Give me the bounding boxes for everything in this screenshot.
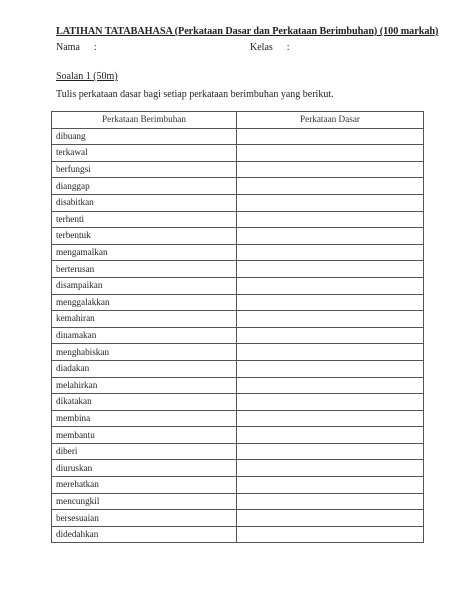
table-row — [52, 261, 424, 278]
answer-cell[interactable] — [237, 261, 424, 278]
word-cell: menggalakkan — [52, 294, 237, 311]
answer-cell[interactable] — [237, 161, 424, 178]
word-cell: diadakan — [52, 360, 237, 377]
class-colon: : — [286, 42, 290, 53]
word-cell: berterusan — [52, 261, 237, 278]
word-cell: dibuang — [52, 128, 237, 145]
word-cell: dikatakan — [52, 394, 237, 411]
answer-cell[interactable] — [237, 178, 424, 195]
word-cell: mengamalkan — [52, 244, 237, 261]
word-table — [51, 111, 424, 543]
instruction-text: Tulis perkataan dasar bagi setiap perkataan berimbuhan yang berikut. — [56, 89, 334, 100]
word-cell: merehatkan — [52, 477, 237, 494]
table-row — [52, 228, 424, 245]
table-row — [52, 327, 424, 344]
name-label: Nama — [56, 42, 80, 53]
answer-cell[interactable] — [237, 128, 424, 145]
answer-cell[interactable] — [237, 443, 424, 460]
answer-cell[interactable] — [237, 311, 424, 328]
table-header-row — [52, 112, 424, 129]
answer-cell[interactable] — [237, 277, 424, 294]
word-cell: terbentuk — [52, 228, 237, 245]
header-berimbuhan: Perkataan Berimbuhan — [52, 112, 237, 129]
header-dasar: Perkataan Dasar — [237, 112, 424, 129]
table-row — [52, 460, 424, 477]
answer-cell[interactable] — [237, 145, 424, 162]
word-cell: membina — [52, 410, 237, 427]
table-row — [52, 510, 424, 527]
word-cell: membantu — [52, 427, 237, 444]
answer-cell[interactable] — [237, 294, 424, 311]
word-cell: kemahiran — [52, 311, 237, 328]
word-cell: melahirkan — [52, 377, 237, 394]
table-row — [52, 427, 424, 444]
table-row — [52, 128, 424, 145]
table-row — [52, 194, 424, 211]
table-row — [52, 294, 424, 311]
word-cell: menghabiskan — [52, 344, 237, 361]
class-label: Kelas — [250, 42, 273, 53]
word-cell: mencungkil — [52, 493, 237, 510]
word-cell: didedahkan — [52, 526, 237, 543]
table-row — [52, 178, 424, 195]
name-colon: : — [93, 42, 97, 53]
word-cell: disabitkan — [52, 194, 237, 211]
answer-cell[interactable] — [237, 477, 424, 494]
table-row — [52, 244, 424, 261]
word-cell: dinamakan — [52, 327, 237, 344]
table-row — [52, 394, 424, 411]
answer-cell[interactable] — [237, 460, 424, 477]
answer-cell[interactable] — [237, 493, 424, 510]
table-row — [52, 211, 424, 228]
document-title: LATIHAN TATABAHASA (Perkataan Dasar dan Perkataan Berimbuhan) (100 markah) — [56, 26, 439, 37]
table-row — [52, 344, 424, 361]
name-field — [56, 42, 97, 53]
answer-cell[interactable] — [237, 211, 424, 228]
table-row — [52, 360, 424, 377]
word-cell: bersesuaian — [52, 510, 237, 527]
section-heading: Soalan 1 (50m) — [56, 71, 118, 82]
table-body — [52, 128, 424, 543]
word-cell: diuruskan — [52, 460, 237, 477]
table-row — [52, 477, 424, 494]
table-row — [52, 145, 424, 162]
answer-cell[interactable] — [237, 510, 424, 527]
table-row — [52, 410, 424, 427]
table-row — [52, 443, 424, 460]
table-row — [52, 493, 424, 510]
word-cell: berfungsi — [52, 161, 237, 178]
answer-cell[interactable] — [237, 327, 424, 344]
answer-cell[interactable] — [237, 526, 424, 543]
answer-cell[interactable] — [237, 377, 424, 394]
answer-cell[interactable] — [237, 194, 424, 211]
answer-cell[interactable] — [237, 228, 424, 245]
class-field — [250, 42, 290, 53]
table-row — [52, 277, 424, 294]
word-cell: terhenti — [52, 211, 237, 228]
table-row — [52, 526, 424, 543]
table-row — [52, 161, 424, 178]
answer-cell[interactable] — [237, 360, 424, 377]
answer-cell[interactable] — [237, 410, 424, 427]
answer-cell[interactable] — [237, 427, 424, 444]
word-cell: disampaikan — [52, 277, 237, 294]
word-cell: terkawal — [52, 145, 237, 162]
answer-cell[interactable] — [237, 394, 424, 411]
word-cell: dianggap — [52, 178, 237, 195]
table-row — [52, 311, 424, 328]
table-row — [52, 377, 424, 394]
answer-cell[interactable] — [237, 344, 424, 361]
word-cell: diberi — [52, 443, 237, 460]
answer-cell[interactable] — [237, 244, 424, 261]
